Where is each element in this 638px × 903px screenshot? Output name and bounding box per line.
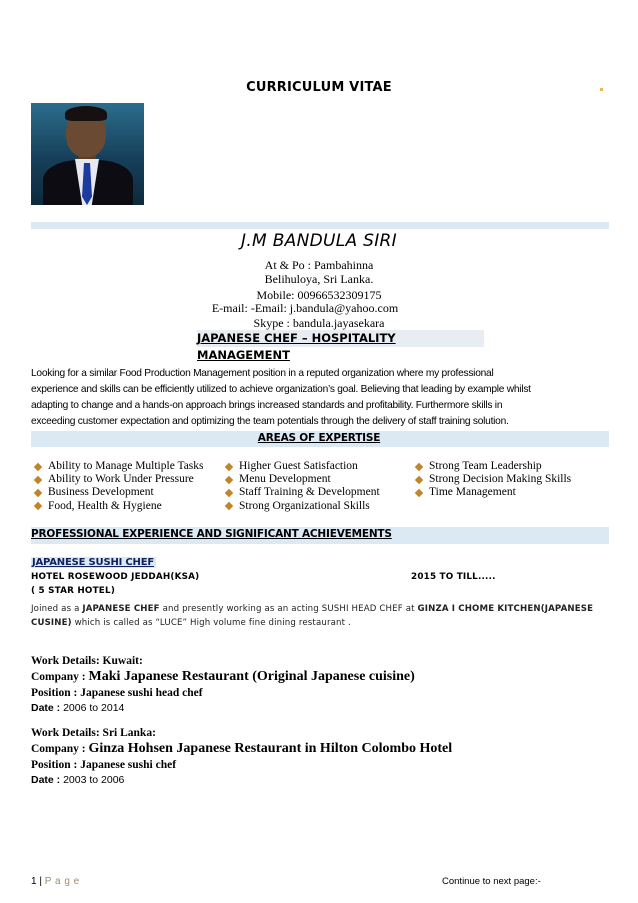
expertise-item: Higher Guest Satisfaction — [226, 460, 380, 473]
email-address: E-mail: -Email: j.bandula@yahoo.com — [211, 301, 399, 315]
work1-position: Position : Japanese sushi head chef — [31, 687, 203, 699]
page-number: 1 | P a g e — [31, 876, 80, 887]
document-title: CURRICULUM VITAE — [246, 80, 392, 95]
expertise-heading: AREAS OF EXPERTISE — [257, 432, 381, 444]
work1-company: Company : Maki Japanese Restaurant (Original Japanese cuisine) — [31, 669, 415, 684]
summary-line: exceeding customer expectation and optimizing the team potentials through the delivery of staff training solution. — [31, 416, 509, 427]
expertise-item: Food, Health & Hygiene — [35, 500, 204, 513]
bullet-icon — [34, 502, 42, 510]
address-line-2: Belihuloya, Sri Lanka. — [264, 272, 374, 286]
expertise-column-3 — [416, 460, 571, 500]
candidate-name: J.M BANDULA SIRI — [241, 231, 397, 251]
expertise-column-2 — [226, 460, 380, 513]
expertise-item: Strong Team Leadership — [416, 460, 571, 473]
expertise-item: Ability to Manage Multiple Tasks — [35, 460, 204, 473]
continue-note: Continue to next page:- — [442, 876, 541, 887]
decorative-dot — [600, 88, 603, 91]
experience-heading: PROFESSIONAL EXPERIENCE AND SIGNIFICANT ACHIEVEMENTS — [31, 528, 392, 540]
summary-line: adapting to change and a hands-on approach brings increased standards and profitability. Furthermore skills in — [31, 400, 503, 411]
skype-id: Skype : bandula.jayasekara — [253, 316, 385, 330]
expertise-item: Ability to Work Under Pressure — [35, 473, 204, 486]
address-line-1: At & Po : Pambahinna — [264, 258, 374, 272]
hotel-period: 2015 TO TILL..... — [411, 572, 496, 582]
work2-company: Company : Ginza Hohsen Japanese Restaurant in Hilton Colombo Hotel — [31, 741, 453, 756]
hotel-name: HOTEL ROSEWOOD JEDDAH(KSA) — [31, 572, 200, 582]
bullet-icon — [415, 462, 423, 470]
role-title: JAPANESE SUSHI CHEF — [32, 557, 154, 568]
bullet-icon — [34, 476, 42, 484]
mobile-number: Mobile: 00966532309175 — [256, 288, 382, 302]
bullet-icon — [415, 489, 423, 497]
expertise-item: Time Management — [416, 486, 571, 499]
summary-paragraph — [31, 366, 611, 430]
hotel-rating: ( 5 STAR HOTEL) — [31, 586, 116, 596]
bullet-icon — [34, 462, 42, 470]
expertise-column-1 — [35, 460, 204, 513]
expertise-item: Business Development — [35, 486, 204, 499]
expertise-item: Menu Development — [226, 473, 380, 486]
bullet-icon — [225, 476, 233, 484]
expertise-item: Staff Training & Development — [226, 486, 380, 499]
work2-details: Work Details: Sri Lanka: — [31, 727, 156, 739]
bullet-icon — [225, 489, 233, 497]
profile-photo — [31, 103, 144, 205]
bullet-icon — [225, 462, 233, 470]
work1-details: Work Details: Kuwait: — [31, 655, 143, 667]
bullet-icon — [415, 476, 423, 484]
work2-date: Date : 2003 to 2006 — [31, 774, 125, 786]
job-title: JAPANESE CHEF – HOSPITALITY MANAGEMENT — [197, 330, 484, 347]
summary-line: experience and skills can be efficiently utilized to achieve organization’s goal. Believing that leading by example whilst — [31, 384, 531, 395]
work2-position: Position : Japanese sushi chef — [31, 759, 177, 771]
role-description: Joined as a JAPANESE CHEF and presently working as an acting SUSHI HEAD CHEF at GINZA I CHOME KITCHEN(JAPANESE CUSINE) which is called as “LUCE” High volume fine dining restaurant . — [31, 604, 594, 628]
expertise-item: Strong Organizational Skills — [226, 500, 380, 513]
bullet-icon — [225, 502, 233, 510]
header-band — [31, 222, 609, 229]
bullet-icon — [34, 489, 42, 497]
expertise-item: Strong Decision Making Skills — [416, 473, 571, 486]
work1-date: Date : 2006 to 2014 — [31, 702, 125, 714]
summary-line: Looking for a similar Food Production Management position in a reputed organization where my professional — [31, 368, 494, 379]
